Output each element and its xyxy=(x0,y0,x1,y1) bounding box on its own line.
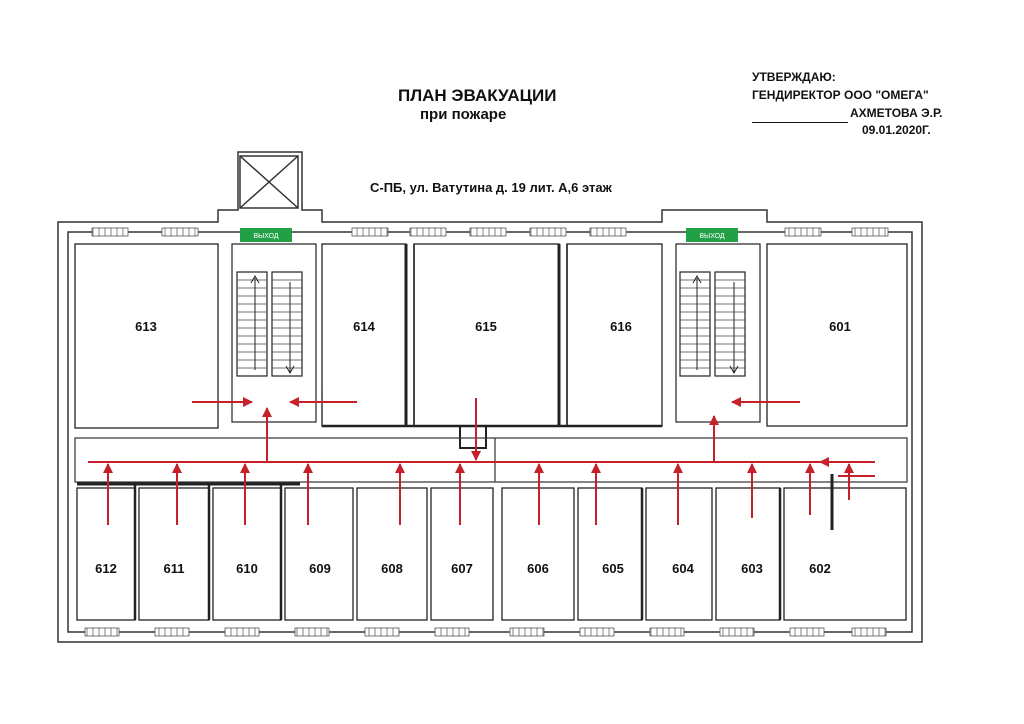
room-605: 605 xyxy=(602,561,624,576)
exit-sign-left-label: ВЫХОД xyxy=(253,233,279,240)
room-604: 604 xyxy=(672,561,694,576)
room-607: 607 xyxy=(451,561,473,576)
building-walls xyxy=(58,152,922,642)
plan-title: ПЛАН ЭВАКУАЦИИ xyxy=(398,86,557,105)
room-608: 608 xyxy=(381,561,403,576)
exit-sign-right-label: ВЫХОД xyxy=(699,233,725,240)
plan-subtitle: при пожаре xyxy=(420,106,507,123)
room-616: 616 xyxy=(610,319,632,334)
bottom-rooms xyxy=(77,474,906,620)
address-line: С-ПБ, ул. Ватутина д. 19 лит. А,6 этаж xyxy=(370,180,612,195)
room-612: 612 xyxy=(95,561,117,576)
room-615: 615 xyxy=(475,319,497,334)
room-609: 609 xyxy=(309,561,331,576)
room-602: 602 xyxy=(809,561,831,576)
room-606: 606 xyxy=(527,561,549,576)
room-610: 610 xyxy=(236,561,258,576)
room-613: 613 xyxy=(135,319,157,334)
approval-position: ГЕНДИРЕКТОР ООО "ОМЕГА" xyxy=(752,88,929,102)
room-603: 603 xyxy=(741,561,763,576)
room-601: 601 xyxy=(829,319,851,334)
approval-date: 09.01.2020Г. xyxy=(862,123,931,137)
room-614: 614 xyxy=(353,319,375,334)
evacuation-routes xyxy=(88,398,875,525)
corridor xyxy=(75,390,907,482)
approval-heading: УТВЕРЖДАЮ: xyxy=(752,70,836,84)
approval-signer: АХМЕТОВА Э.Р. xyxy=(850,106,943,120)
top-rooms xyxy=(75,244,907,448)
room-611: 611 xyxy=(163,561,185,576)
